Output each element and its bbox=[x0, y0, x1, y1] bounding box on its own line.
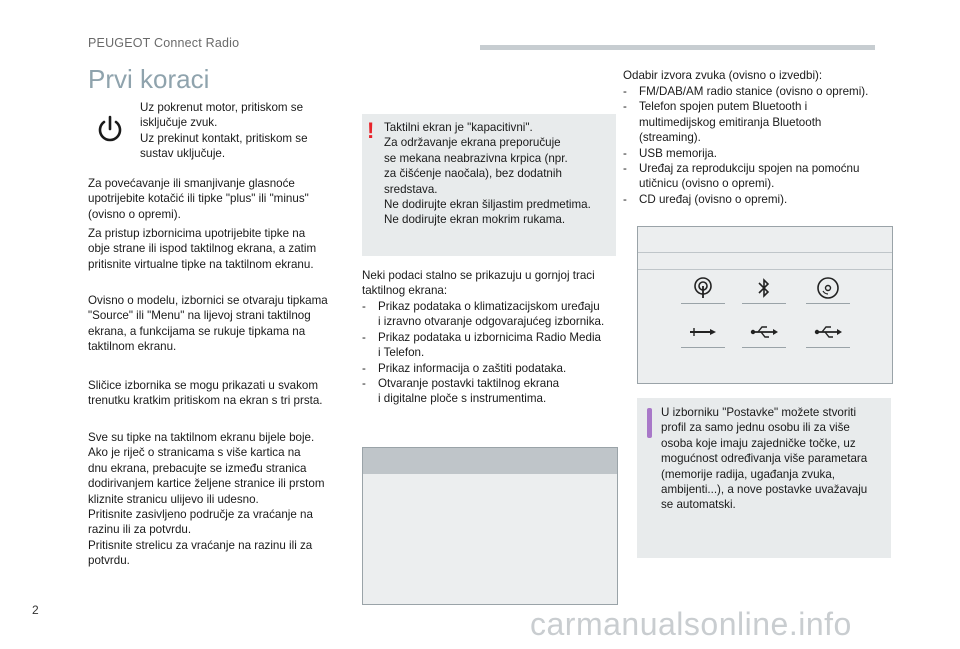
usb-icon bbox=[749, 319, 779, 345]
menu-access-paragraph: Za pristup izbornicima upotrijebite tipke na obje strane ili ispod taktilnog ekrana, a zatim pritisnite virtualne tipke na taktilnom ekranu. bbox=[88, 227, 317, 271]
header-bar bbox=[480, 45, 875, 50]
list-item: - Prikaz informacija o zaštiti podataka. bbox=[362, 361, 624, 376]
top-bar-intro: Neki podaci stalno se prikazuju u gornjoj traci taktilnog ekrana: bbox=[362, 269, 595, 298]
bluetooth-icon bbox=[749, 275, 779, 301]
warning-icon: ! bbox=[367, 118, 375, 143]
power-text: Uz pokrenut motor, pritiskom se isključuje zvuk. Uz prekinut kontakt, pritiskom se sustav uključuje. bbox=[140, 101, 308, 161]
warning-text: Taktilni ekran je "kapacitivni". Za održavanje ekrana preporučuje se mekana neabrazivna krpica (npr. za čišćenje naočala), bez dodatnih sredstava. Ne dodirujte ekran šiljastim predmetima. Ne dodirujte ekran mokrim rukama. bbox=[384, 121, 591, 227]
section-header: PEUGEOT Connect Radio bbox=[88, 36, 240, 50]
volume-paragraph: Za povećavanje ili smanjivanje glasnoće upotrijebite kotačić ili tipke "plus" ili "minus" (ovisno o opremi). bbox=[88, 177, 309, 221]
radio-icon bbox=[688, 275, 718, 301]
sources-screen-illustration bbox=[637, 226, 893, 384]
source-list bbox=[623, 84, 903, 207]
cd-icon bbox=[813, 275, 843, 301]
list-item: - Telefon spojen putem Bluetooth i multimedijskog emitiranja Bluetooth (streaming). bbox=[623, 99, 903, 145]
page-title: Prvi koraci bbox=[88, 64, 210, 94]
list-item: - FM/DAB/AM radio stanice (ovisno o opremi). bbox=[623, 84, 903, 99]
list-item: - Uređaj za reprodukciju spojen na pomoćnu utičnicu (ovisno o opremi). bbox=[623, 161, 903, 192]
list-item: - Prikaz podataka o klimatizacijskom uređaju i izravno otvaranje odgovarajućeg izbornika. bbox=[362, 299, 624, 330]
watermark: carmanualsonline.info bbox=[530, 606, 852, 642]
source-intro: Odabir izvora zvuka (ovisno o izvedbi): bbox=[623, 69, 823, 82]
usb-icon bbox=[813, 319, 843, 345]
power-icon bbox=[94, 113, 126, 145]
info-icon bbox=[647, 408, 652, 438]
thumbnail-paragraph: Sličice izbornika se mogu prikazati u svakom trenutku kratkim pritiskom na ekran s tri prsta. bbox=[88, 379, 323, 408]
aux-jack-icon bbox=[688, 319, 718, 345]
top-bar-list bbox=[362, 299, 624, 407]
buttons-paragraph: Sve su tipke na taktilnom ekranu bijele boje. Ako je riječ o stranicama s više kartica na dnu ekrana, prebacujte se između stranica dodirivanjem kartice željene stranice ili prstom kliznite stranicu ulijevo ili udesno. Pritisnite zasivljeno područje za vraćanje na razinu ili za potvrdu. Pritisnite strelicu za vraćanje na razinu ili za potvrdu. bbox=[88, 431, 325, 568]
list-item: - Otvaranje postavki taktilnog ekrana i digitalne ploče s instrumentima. bbox=[362, 376, 624, 407]
list-item: - Prikaz podataka u izbornicima Radio Media i Telefon. bbox=[362, 330, 624, 361]
list-item: - CD uređaj (ovisno o opremi). bbox=[623, 192, 903, 207]
list-item: - USB memorija. bbox=[623, 146, 903, 161]
model-paragraph: Ovisno o modelu, izbornici se otvaraju tipkama "Source" ili "Menu" na lijevoj strani taktilnog ekrana, a funkcijama se rukuje tipkama na taktilnom ekranu. bbox=[88, 294, 328, 354]
info-text: U izborniku "Postavke" možete stvoriti profil za samo jednu osobu ili za više osoba koje imaju zajedničke točke, uz mogućnost određivanja više parametara (memorije radija, ugađanja zvuka, ambijenti...), a nove postavke uvažavaju se automatski. bbox=[661, 406, 868, 512]
screen-illustration bbox=[362, 447, 618, 605]
page-number: 2 bbox=[32, 603, 39, 617]
